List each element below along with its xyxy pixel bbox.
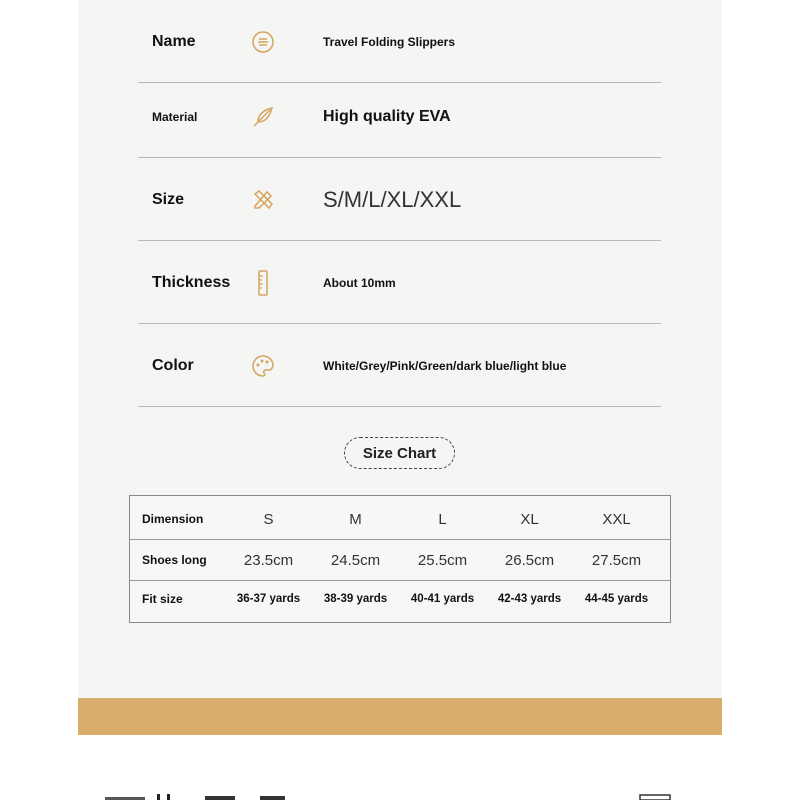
spec-value: Travel Folding Slippers (323, 34, 456, 49)
table-cell: 23.5cm (243, 551, 294, 569)
table-row-fit-size (130, 578, 670, 619)
table-cell: 38-39 yards (323, 592, 388, 605)
table-cell: L (438, 510, 447, 528)
row-label: Dimension (142, 512, 204, 526)
spec-row-material (138, 75, 661, 158)
feather-icon (250, 104, 276, 130)
spec-row-name (138, 0, 661, 83)
table-cell: XL (520, 510, 539, 528)
table-cell: 25.5cm (417, 551, 468, 569)
accent-band (78, 698, 722, 735)
text-circle-icon (250, 29, 276, 55)
row-label: Shoes long (142, 553, 207, 567)
spec-label: Color (152, 356, 194, 374)
table-cell: 36-37 yards (236, 592, 301, 605)
spec-row-color (138, 324, 661, 407)
table-cell: XXL (602, 510, 631, 528)
table-cell: M (349, 510, 362, 528)
table-cell: 24.5cm (330, 551, 381, 569)
table-row-shoes-long (130, 540, 670, 581)
spec-value: White/Grey/Pink/Green/dark blue/light blue (323, 358, 567, 373)
spec-label: Material (152, 109, 198, 124)
spec-label: Thickness (152, 273, 231, 291)
spec-value: About 10mm (323, 275, 396, 290)
row-label: Fit size (142, 591, 183, 606)
spec-label: Size (152, 190, 185, 208)
spec-value: High quality EVA (323, 107, 451, 125)
cropped-heading-fragment (105, 792, 685, 800)
table-cell: 40-41 yards (410, 592, 475, 605)
spec-label: Name (152, 32, 196, 50)
spec-row-size (138, 158, 661, 241)
table-cell: 44-45 yards (584, 592, 649, 605)
pencil-ruler-icon (250, 187, 276, 213)
table-cell: 26.5cm (504, 551, 555, 569)
size-chart-title: Size Chart (344, 437, 455, 469)
spec-row-thickness (138, 241, 661, 324)
table-cell: S (263, 510, 274, 528)
ruler-icon (250, 270, 276, 296)
palette-icon (250, 353, 276, 379)
table-cell: 27.5cm (591, 551, 642, 569)
table-row-header (130, 499, 670, 540)
spec-value: S/M/L/XL/XXL (323, 186, 462, 212)
size-chart-table (129, 495, 671, 623)
table-cell: 42-43 yards (497, 592, 562, 605)
